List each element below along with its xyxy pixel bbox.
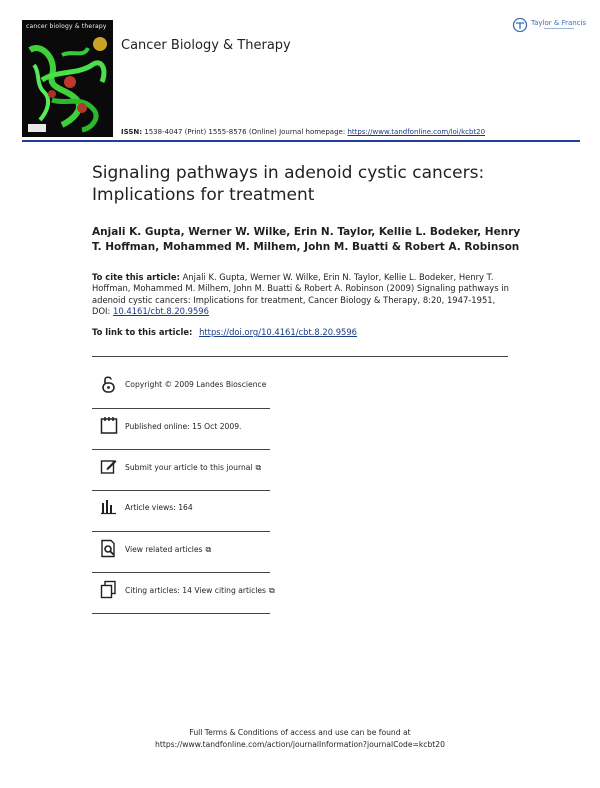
citing-row[interactable] (92, 580, 275, 620)
header-divider (22, 140, 580, 142)
article-authors: Anjali K. Gupta, Werner W. Wilke, Erin N. Taylor, Kellie L. Bodeker, Henry T. Hoffman, Mohammed M. Milhem, John M. Buatti & Robert A. Robinson (92, 226, 521, 253)
citation-text: Anjali K. Gupta, Werner W. Wilke, Erin N. Taylor, Kellie L. Bodeker, Henry T. Hoffman, Mohammed M. Milhem, John M. Buatti & Robert A. Robinson (2009) Signaling pathways in adenoid cystic cancers: Implications for treatment, Cancer Biology & Therapy, 8:20, 1947-1951, DOI: (92, 272, 509, 316)
meta-divider (92, 531, 270, 532)
meta-top-divider (92, 356, 508, 357)
meta-divider (92, 490, 270, 491)
doi-link[interactable]: 10.4161/cbt.8.20.9596 (113, 305, 209, 316)
journal-name: Cancer Biology & Therapy (121, 38, 291, 53)
copy-documents-icon (100, 580, 118, 600)
journal-cover-image (22, 20, 113, 137)
publisher-logo-text: Taylor & Francis (531, 19, 587, 27)
citing-articles-link[interactable]: Citing articles: 14 View citing articles ⧉ (125, 586, 275, 595)
open-lock-icon (100, 374, 118, 394)
meta-divider (92, 449, 270, 450)
article-doi-url-link[interactable]: https://doi.org/10.4161/cbt.8.20.9596 (199, 327, 358, 337)
external-link-icon: ⧉ (255, 463, 262, 472)
submit-row[interactable] (92, 457, 272, 497)
related-row[interactable] (92, 539, 272, 579)
calendar-icon (100, 416, 118, 436)
footer (0, 727, 600, 751)
article-link-line (92, 327, 357, 337)
related-articles-link[interactable]: View related articles ⧉ (125, 545, 212, 554)
bar-chart-icon (100, 497, 118, 517)
search-document-icon (100, 539, 118, 559)
issn-line (121, 128, 485, 136)
issn-text: 1538-4047 (Print) 1555-8576 (Online) Journal homepage: (144, 128, 346, 136)
article-link-label: To link to this article: (92, 327, 193, 337)
meta-divider (92, 408, 270, 409)
publisher-logo-underline (544, 28, 574, 29)
article-title: Signaling pathways in adenoid cystic cancers: Implications for treatment (92, 163, 485, 205)
footer-terms-text: Full Terms & Conditions of access and use can be found at (189, 728, 411, 737)
citation-label: To cite this article: (92, 272, 180, 282)
submit-article-link[interactable]: Submit your article to this journal ⧉ (125, 463, 262, 472)
meta-divider (92, 613, 270, 614)
edit-icon (100, 457, 118, 477)
meta-divider (92, 572, 270, 573)
article-views-text: Article views: 164 (125, 503, 193, 512)
publisher-logo (512, 17, 587, 37)
footer-terms-url[interactable]: https://www.tandfonline.com/action/journalInformation?journalCode=kcbt20 (155, 740, 445, 749)
external-link-icon: ⧉ (269, 586, 275, 595)
cover-title: cancer biology & therapy (26, 23, 107, 30)
journal-homepage-link[interactable]: https://www.tandfonline.com/loi/kcbt20 (347, 128, 486, 136)
copyright-text: Copyright © 2009 Landes Bioscience (125, 380, 267, 389)
external-link-icon: ⧉ (205, 545, 212, 554)
issn-label: ISSN: (121, 128, 143, 136)
citation-block (92, 272, 512, 317)
published-date-text: Published online: 15 Oct 2009. (125, 422, 242, 431)
publisher-logo-icon (512, 17, 528, 33)
published-row (92, 416, 272, 456)
